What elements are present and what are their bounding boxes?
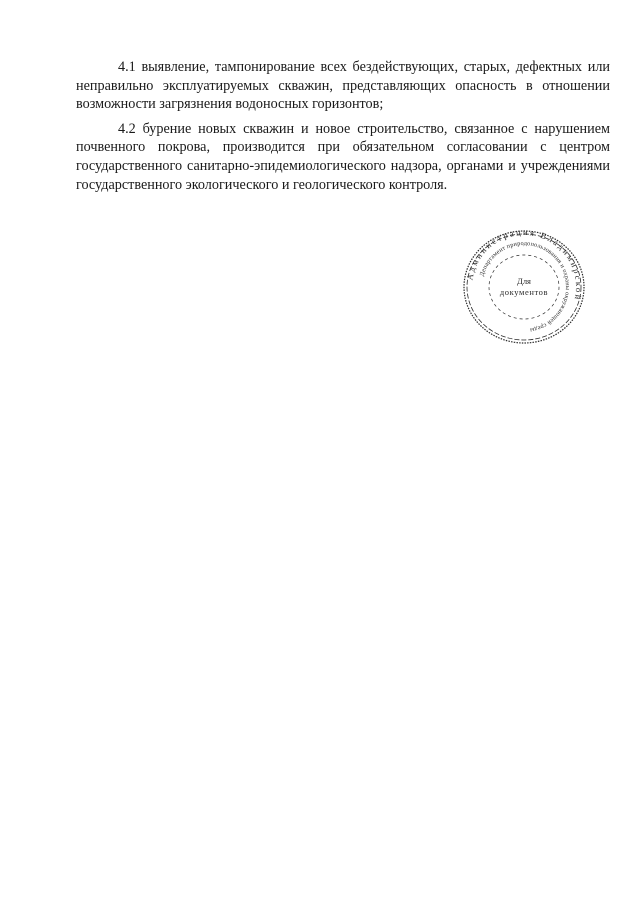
stamp-center-line-1: Для <box>517 276 531 286</box>
paragraph-4-2: 4.2 бурение новых скважин и новое строительство, связанное с нарушением почвенного покрова, производится при обязательном согласовании с центром государственного санитарно-эпидемиологического надзора, органами и учреждениями государственного экологического и геологического контроля. <box>76 120 610 193</box>
official-stamp <box>460 228 588 346</box>
stamp-outer-text: Администрация Владимирской <box>464 228 585 303</box>
paragraph-4-1: 4.1 выявление, тампонирование всех бездействующих, старых, дефектных или неправильно эксплуатируемых скважин, представляющих опасность в отношении возможности загрязнения водоносных горизонтов; <box>76 59 610 113</box>
stamp-seal-icon <box>460 228 588 346</box>
stamp-center-line-2: документов <box>499 287 549 297</box>
document-body <box>76 58 610 200</box>
stamp-inner-text: Департамент природопользования и охраны окружающей среды <box>478 239 572 334</box>
